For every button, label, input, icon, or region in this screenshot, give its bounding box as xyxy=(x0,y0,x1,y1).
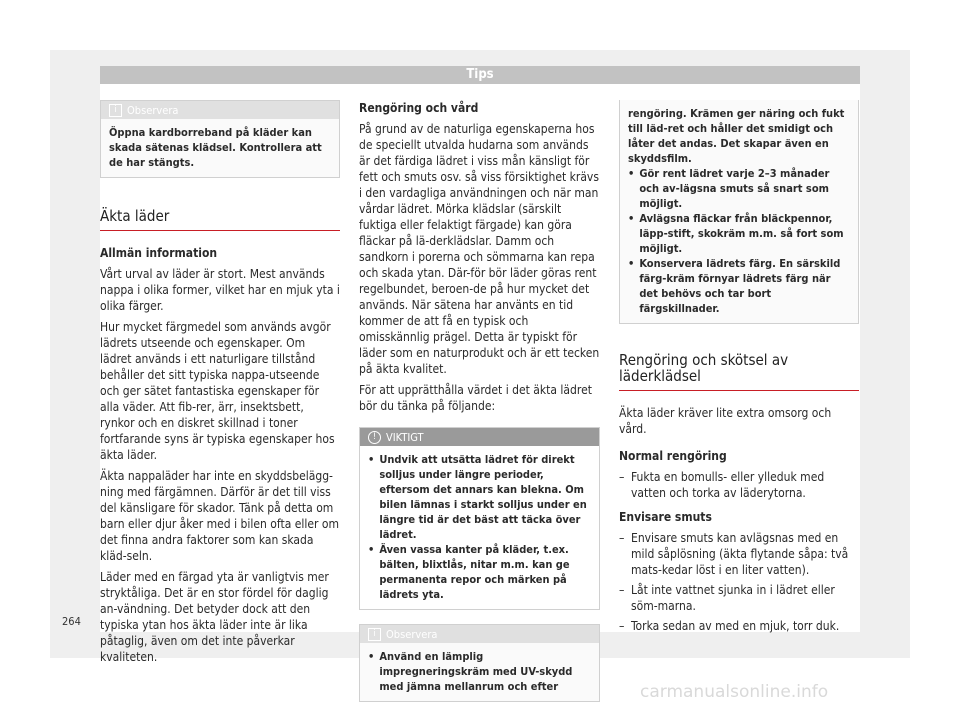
page-number: 264 xyxy=(62,615,81,628)
section-title-cleaning: Rengöring och skötsel av läderklädsel xyxy=(619,352,859,391)
section-title-leather: Äkta läder xyxy=(100,208,340,231)
paragraph: Vårt urval av läder är stort. Mest används nappa i olika former, vilket har en mjuk yta i olika färger. xyxy=(100,267,340,313)
watermark: carmanualsonline.info xyxy=(640,682,829,702)
warning-item: • Även vassa kanter på kläder, t.ex. bälten, blixtlås, nitar m.m. kan ge permanenta repor och märken på lädrets yta. xyxy=(368,543,570,601)
sub-heading: Normal rengöring xyxy=(619,449,727,463)
warning-header xyxy=(360,428,599,446)
page-header: Tips xyxy=(100,66,860,84)
note-continued-text: rengöring. Krämen ger näring och fukt till läd-ret och håller det smidigt och låter det andas. Det skapar även en skyddsfilm. xyxy=(628,107,845,165)
right-column xyxy=(619,100,859,634)
note-text: Öppna kardborreband på kläder kan skada sätenas klädsel. Kontrollera att de har stängts. xyxy=(109,126,322,169)
sub-heading: Rengöring och vård xyxy=(359,101,479,115)
note-box-continued xyxy=(619,100,859,324)
paragraph: Äkta nappaläder har inte en skyddsbelägg-ning med färgämnen. Därför är det till viss del känsligare för skador. Tänk på detta om barn eller djur åker med i bilen ofta eller om det finna andra faktorer som kan skada kläd-seln. xyxy=(100,469,340,563)
info-icon: i xyxy=(368,628,381,641)
note-item: • Avlägsna fläckar från bläckpennor, läpp-stift, skokräm m.m. så fort som möjligt. xyxy=(628,212,844,255)
middle-column xyxy=(359,100,600,702)
note-label: Observera xyxy=(386,628,438,641)
note-box xyxy=(100,100,340,178)
list-item: – Torka sedan av med en mjuk, torr duk. xyxy=(619,619,840,633)
paragraph: Läder med en färgad yta är vanligtvis mer stryktåliga. Det är en stor fördel för daglig an-vändning. Det betyder dock att den typiska ytan hos äkta läder inte är lika påtaglig, även om det inte påverkar kvaliteten. xyxy=(100,570,329,664)
paragraph: För att upprätthålla värdet i det äkta lädret bör du tänka på följande: xyxy=(359,383,592,413)
warning-label: VIKTIGT xyxy=(386,431,424,444)
sub-heading: Allmän information xyxy=(100,246,218,260)
paragraph: Äkta läder kräver lite extra omsorg och vård. xyxy=(619,406,832,436)
warning-box xyxy=(359,427,600,610)
list-item: – Fukta en bomulls- eller ylleduk med vatten och torka av läderytorna. xyxy=(619,470,825,500)
list-item: – Envisare smuts kan avlägsnas med en mild såplösning (äkta flytande såpa: två mats-kedar löst i en liter vatten). xyxy=(619,531,849,577)
list-item: – Låt inte vattnet sjunka in i lädret eller söm-marna. xyxy=(619,583,835,613)
warning-icon: ! xyxy=(368,431,381,444)
paragraph: Hur mycket färgmedel som används avgör lädrets utseende och egenskaper. Om lädret används i ett naturligare tillstånd behåller det sitt typiska nappa-utseende och ger sätet fantastiska egenskaper för alla väder. Att fib-rer, ärr, insektsbett, rynkor och en diskret skillnad i toner fortfarande syns är typiska egenskaper hos äkta läder. xyxy=(100,320,335,462)
info-icon: i xyxy=(109,104,122,117)
note-header xyxy=(360,625,599,643)
note-label: Observera xyxy=(127,104,179,117)
paragraph: På grund av de naturliga egenskaperna hos de speciellt utvalda hudarna som används är det färdiga lädret i viss mån känsligt för fett och smuts osv. så viss försiktighet krävs i den vardagliga användningen och när man vårdar lädret. Mörka klädslar (särskilt fuktiga eller felaktigt färgade) kan göra fläckar på lä-derklädslar. Damm och sandkorn i porerna och sömmarna kan repa och skada ytan. Där-för bör läder göras rent regelbundet, beroen-de på hur mycket det används. När sätena har använts en tid kommer de att få en typisk och omisskännlig prägel. Detta är typiskt för läder som en naturprodukt och är ett tecken på äkta kvalitet. xyxy=(359,122,600,376)
left-column xyxy=(100,100,340,670)
warning-item: • Undvik att utsätta lädret för direkt solljus under längre perioder, eftersom det annars kan blekna. Om bilen lämnas i starkt solljus under en längre tid är det bäst att täcka över lädret. xyxy=(368,453,587,541)
note-item: • Konservera lädrets färg. En särskild färg-kräm förnyar lädrets färg när det behövs och tar bort färgskillnader. xyxy=(628,257,841,315)
sub-heading: Envisare smuts xyxy=(619,510,712,524)
note-header xyxy=(101,101,339,119)
note-box xyxy=(359,624,600,702)
note-item: • Använd en lämplig impregneringskräm med UV-skydd med jämna mellanrum och efter xyxy=(368,650,573,693)
note-item: • Gör rent lädret varje 2–3 månader och av-lägsna smuts så snart som möjligt. xyxy=(628,167,830,210)
